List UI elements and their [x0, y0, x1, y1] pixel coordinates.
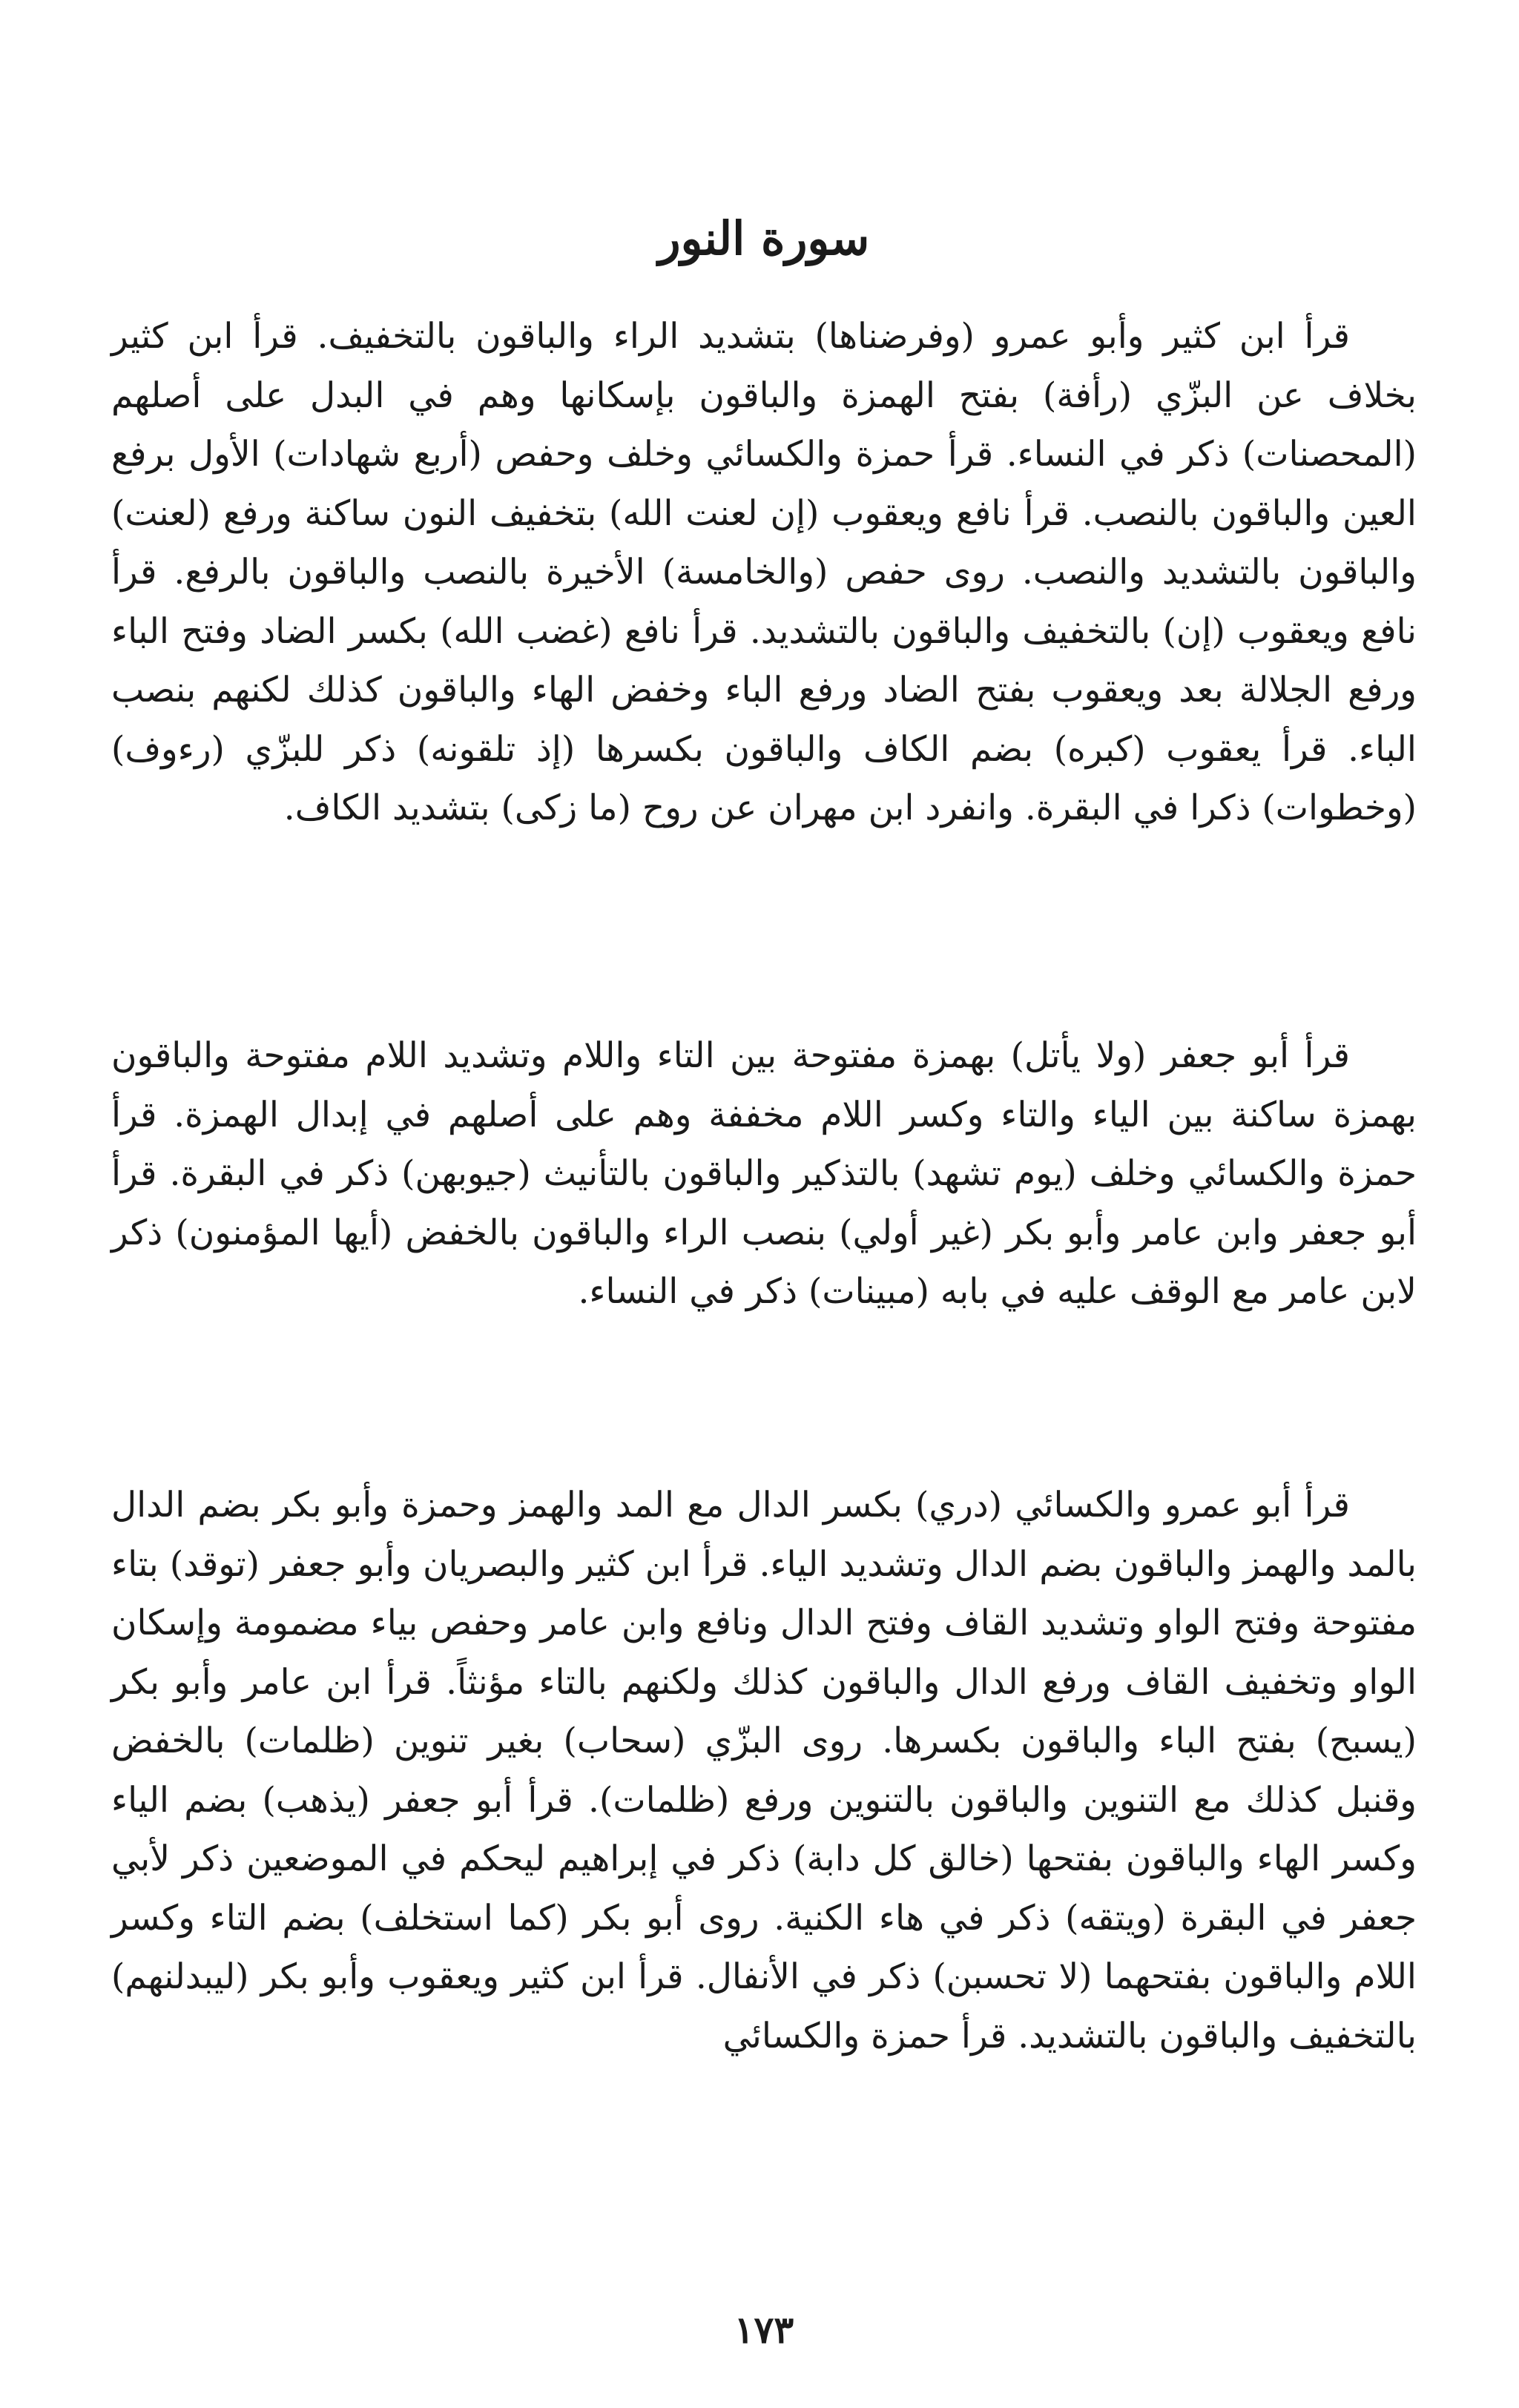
surah-title: سورة النور — [658, 211, 870, 265]
paragraph-2: قرأ أبو جعفر (ولا يأتل) بهمزة مفتوحة بين التاء واللام وتشديد اللام مفتوحة والباقون بهمزة ساكنة بين الياء والتاء وكسر اللام مخففة وهم على أصلهم في إبدال الهمزة. قرأ حمزة والكسائي وخلف (يوم تشهد) بالتذكير والباقون بالتأنيث (جيوبهن) ذكر في البقرة. قرأ أبو جعفر وابن عامر وأبو بكر (غير أولي) بنصب الراء والباقون بالخفض (أيها المؤمنون) ذكر لابن عامر مع الوقف عليه في بابه (مبينات) ذكر في النساء. — [111, 1035, 1417, 1312]
page-number: ١٧٣ — [734, 2308, 794, 2352]
book-page — [111, 0, 1417, 2408]
paragraph-1: قرأ ابن كثير وأبو عمرو (وفرضناها) بتشديد الراء والباقون بالتخفيف. قرأ ابن كثير بخلاف عن البزّي (رأفة) بفتح الهمزة والباقون بإسكانها وهم في البدل على أصلهم (المحصنات) ذكر في النساء. قرأ حمزة والكسائي وخلف وحفص (أربع شهادات) الأول برفع العين والباقون بالنصب. قرأ نافع ويعقوب (إن لعنت الله) بتخفيف النون ساكنة ورفع (لعنت) والباقون بالتشديد والنصب. روى حفص (والخامسة) الأخيرة بالنصب والباقون بالرفع. قرأ نافع ويعقوب (إن) بالتخفيف والباقون بالتشديد. قرأ نافع (غضب الله) بكسر الضاد وفتح الباء ورفع الجلالة بعد ويعقوب بفتح الضاد ورفع الباء وخفض الهاء والباقون كذلك لكنهم بنصب الباء. قرأ يعقوب (كبره) بضم الكاف والباقون بكسرها (إذ تلقونه) ذكر للبزّي (رءوف) (وخطوات) ذكرا في البقرة. وانفرد ابن مهران عن روح (ما زكى) بتشديد الكاف. — [111, 316, 1417, 828]
paragraph-3: قرأ أبو عمرو والكسائي (دري) بكسر الدال مع المد والهمز وحمزة وأبو بكر بضم الدال بالمد والهمز والباقون بضم الدال وتشديد الياء. قرأ ابن كثير والبصريان وأبو جعفر (توقد) بتاء مفتوحة وفتح الواو وتشديد القاف وفتح الدال ونافع وابن عامر وحفص بياء مضمومة وإسكان الواو وتخفيف القاف ورفع الدال والباقون كذلك ولكنهم بالتاء مؤنثاً. قرأ ابن عامر وأبو بكر (يسبح) بفتح الباء والباقون بكسرها. روى البزّي (سحاب) بغير تنوين (ظلمات) بالخفض وقنبل كذلك مع التنوين والباقون بالتنوين ورفع (ظلمات). قرأ أبو جعفر (يذهب) بضم الياء وكسر الهاء والباقون بفتحها (خالق كل دابة) ذكر في إبراهيم ليحكم في الموضعين ذكر لأبي جعفر في البقرة (ويتقه) ذكر في هاء الكنية. روى أبو بكر (كما استخلف) بضم التاء وكسر اللام والباقون بفتحهما (لا تحسبن) ذكر في الأنفال. قرأ ابن كثير ويعقوب وأبو بكر (ليبدلنهم) بالتخفيف والباقون بالتشديد. قرأ حمزة والكسائي — [111, 1485, 1417, 2056]
